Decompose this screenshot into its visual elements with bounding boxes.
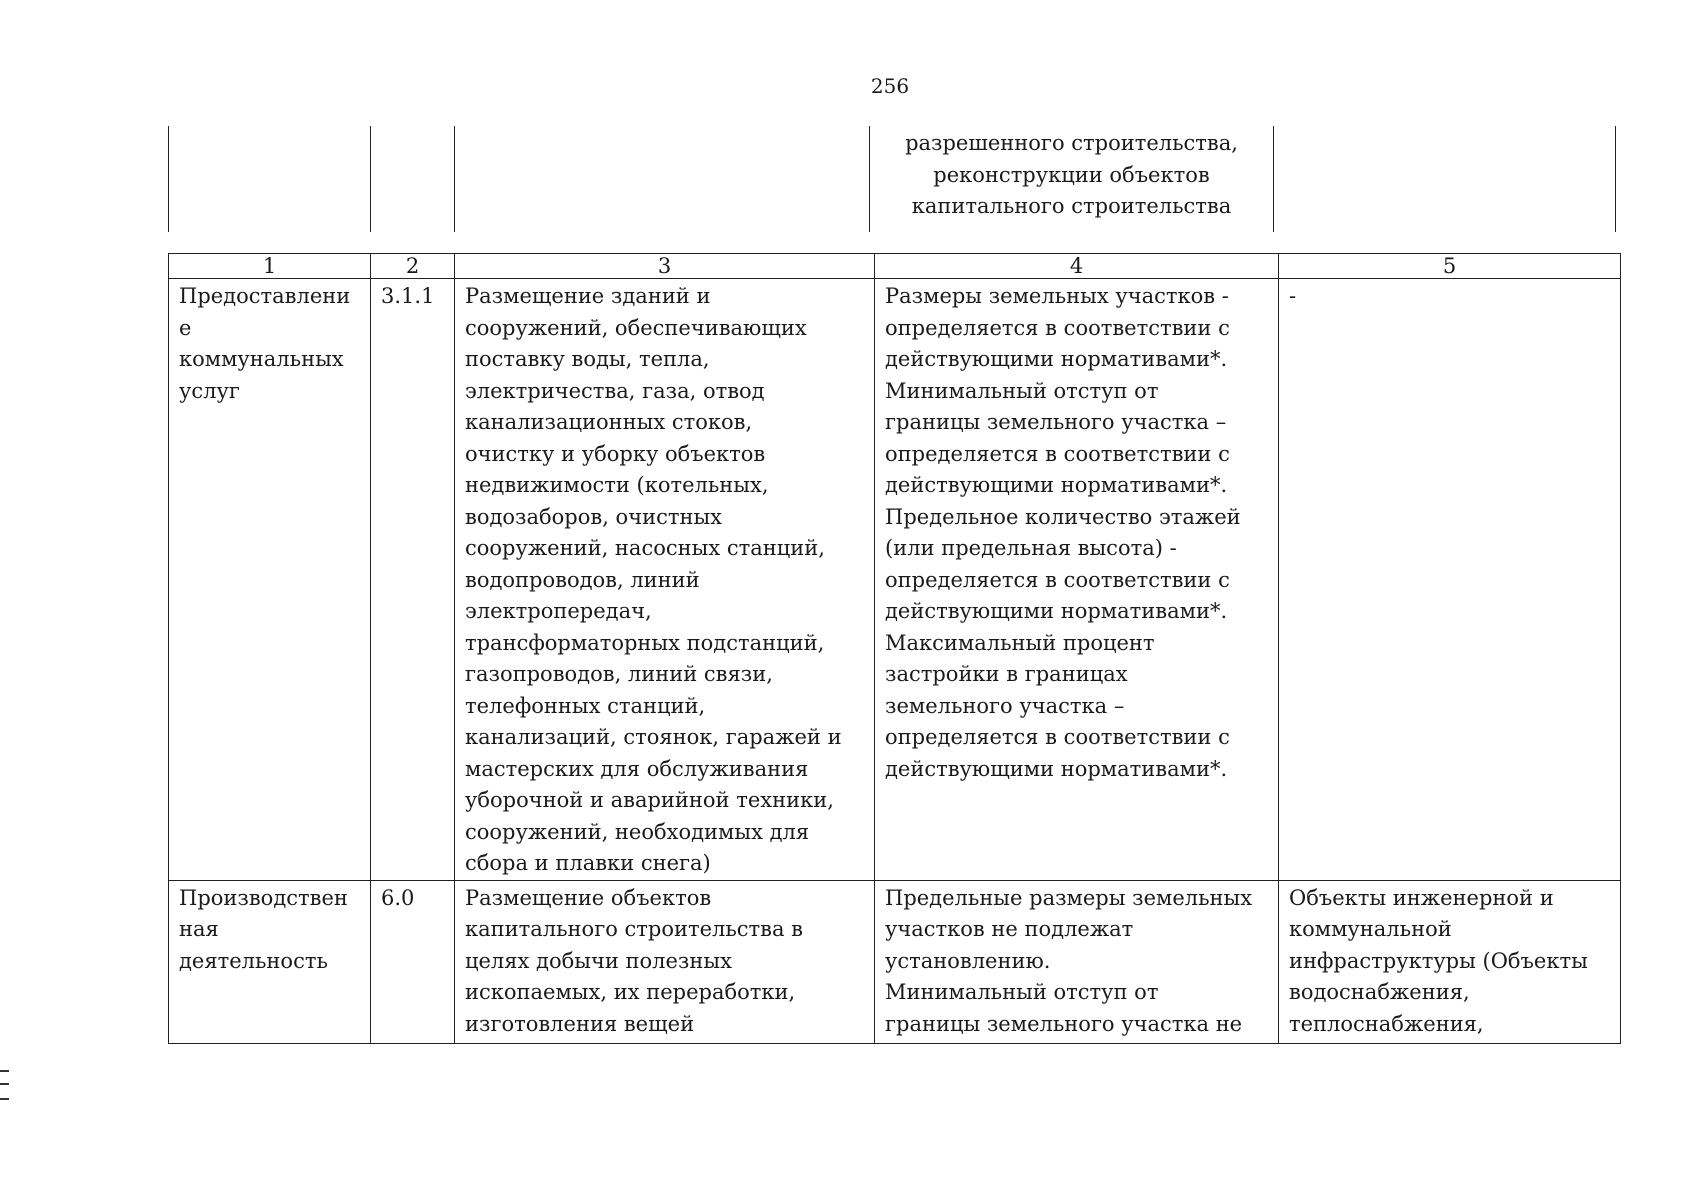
zoning-table — [168, 253, 1621, 1044]
page-number: 256 — [870, 74, 910, 98]
cont-cell-1 — [169, 126, 371, 232]
cont-cell-4: разрешенного строительства, реконструкции объектов капитального строительства — [870, 126, 1274, 232]
use-code-cell: 3.1.1 — [371, 279, 455, 881]
parameters-cell: Предельные размеры земельных участков не подлежат установлению. Минимальный отступ от границы земельного участка не — [875, 880, 1279, 1043]
table-row — [169, 279, 1621, 881]
parameters-cell: Размеры земельных участков - определяется в соответствии с действующими нормативами*. Минимальный отступ от границы земельного участка – определяется в соответствии с действующими нормативами*. Предельное количество этажей (или предельная высота) - определяется в соответствии с действующими нормативами*. Максимальный процент застройки в границах земельного участка – определяется в соответствии с действующими нормативами*. — [875, 279, 1279, 881]
cont-cell-2 — [371, 126, 455, 232]
use-name-cell: Предоставлени е коммунальных услуг — [169, 279, 371, 881]
use-description-cell: Размещение зданий и сооружений, обеспечивающих поставку воды, тепла, электричества, газа, отвод канализационных стоков, очистку и уборку объектов недвижимости (котельных, водозаборов, очистных сооружений, насосных станций, водопроводов, линий электропередач, трансформаторных подстанций, газопроводов, линий связи, телефонных станций, канализаций, стоянок, гаражей и мастерских для обслуживания уборочной и аварийной техники, сооружений, необходимых для сбора и плавки снега) — [455, 279, 875, 881]
table-row — [169, 880, 1621, 1043]
use-code-cell: 6.0 — [371, 880, 455, 1043]
restrictions-cell: - — [1279, 279, 1621, 881]
continuation-table — [168, 126, 1616, 232]
scan-edge-mark — [0, 1070, 9, 1100]
use-name-cell: Производствен ная деятельность — [169, 880, 371, 1043]
cont-cell-3 — [455, 126, 870, 232]
header-cell-3: 3 — [455, 254, 875, 279]
header-cell-1: 1 — [169, 254, 371, 279]
use-description-cell: Размещение объектов капитального строительства в целях добычи полезных ископаемых, их переработки, изготовления вещей — [455, 880, 875, 1043]
header-cell-4: 4 — [875, 254, 1279, 279]
header-row — [169, 254, 1621, 279]
continuation-row — [169, 126, 1616, 232]
header-cell-5: 5 — [1279, 254, 1621, 279]
cont-cell-5 — [1274, 126, 1616, 232]
header-cell-2: 2 — [371, 254, 455, 279]
restrictions-cell: Объекты инженерной и коммунальной инфраструктуры (Объекты водоснабжения, теплоснабжения, — [1279, 880, 1621, 1043]
